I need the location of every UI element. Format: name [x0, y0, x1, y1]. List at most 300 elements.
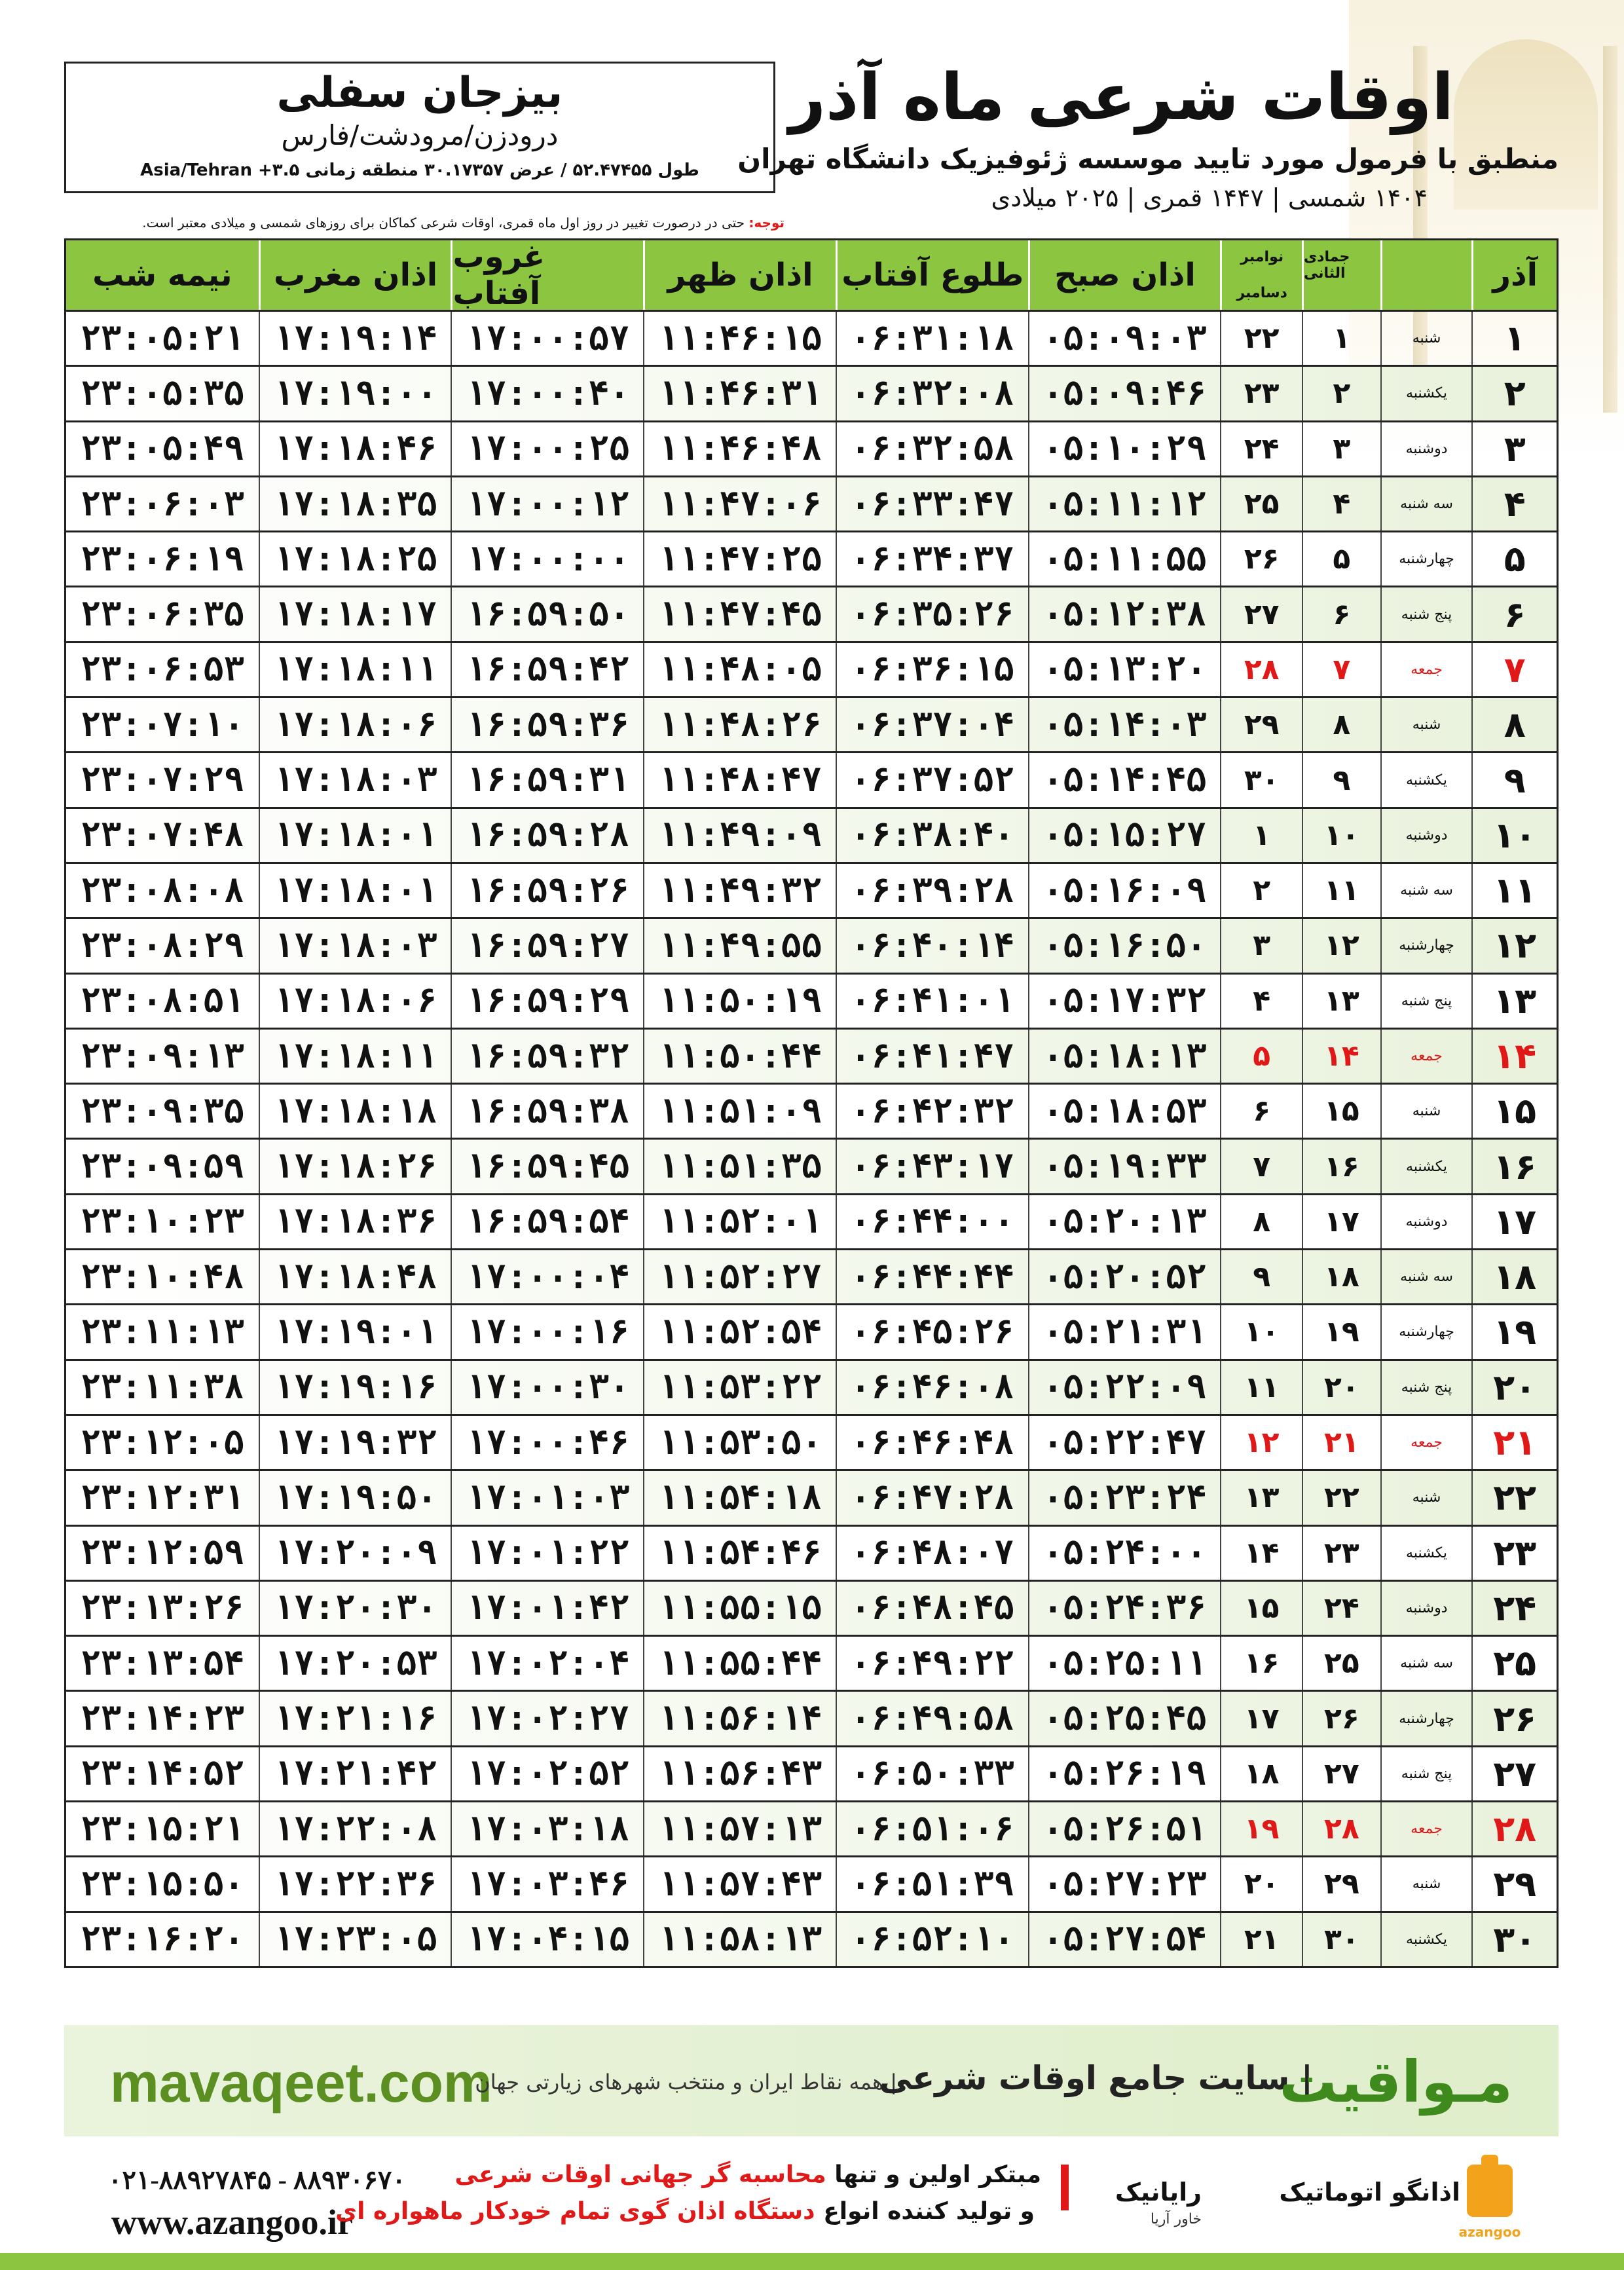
maghrib-cell: ۱۷:۱۸:۳۶ [259, 1195, 451, 1248]
brand-logo: مـواقیت [1279, 2048, 1513, 2115]
info2-highlight: دستگاه اذان گوی تمام خودکار ماهواره ای [335, 2198, 815, 2225]
sunset-cell: ۱۷:۰۰:۲۵ [451, 422, 643, 475]
sunset-cell: ۱۷:۰۴:۱۵ [451, 1913, 643, 1966]
greg-month1-label: نوامبر [1240, 249, 1284, 265]
table-row [64, 864, 1559, 919]
dhuhr-cell: ۱۱:۴۷:۰۶ [643, 477, 836, 530]
col-midnight: نیمه شب [92, 257, 232, 293]
maghrib-cell: ۱۷:۲۰:۵۳ [259, 1637, 451, 1690]
sunset-cell: ۱۶:۵۹:۴۵ [451, 1140, 643, 1193]
sunset-cell: ۱۷:۰۰:۳۰ [451, 1361, 643, 1414]
hijri-day-cell: ۱۶ [1302, 1140, 1380, 1193]
fajr-cell: ۰۵:۲۲:۰۹ [1028, 1361, 1221, 1414]
midnight-cell: ۲۳:۰۸:۰۸ [80, 870, 245, 910]
fajr-cell: ۰۵:۱۶:۰۹ [1028, 864, 1221, 917]
table-row [64, 1305, 1559, 1360]
maghrib-cell: ۱۷:۲۰:۰۹ [259, 1527, 451, 1580]
weekday-cell: دوشنبه [1380, 1582, 1472, 1635]
maghrib-cell: ۱۷:۱۸:۰۶ [259, 975, 451, 1028]
fajr-cell: ۰۵:۱۱:۱۲ [1028, 477, 1221, 530]
weekday-cell: سه شنبه [1380, 477, 1472, 530]
sunrise-cell: ۰۶:۴۶:۴۸ [836, 1416, 1028, 1469]
page-title: اوقات شرعی ماه آذر [788, 60, 1454, 135]
midnight-cell: ۲۳:۰۶:۱۹ [80, 539, 245, 579]
col-gregorian [1220, 240, 1302, 310]
sunset-cell: ۱۶:۵۹:۲۸ [451, 809, 643, 862]
day-cell: ۱۴ [1471, 1030, 1557, 1083]
col-fajr: اذان صبح [1028, 240, 1221, 310]
weekday-cell: یکشنبه [1380, 1140, 1472, 1193]
dhuhr-cell: ۱۱:۵۷:۴۳ [643, 1857, 836, 1910]
hijri-day-cell: ۳ [1302, 422, 1380, 475]
fajr-cell: ۰۵:۱۷:۳۲ [1028, 975, 1221, 1028]
dhuhr-cell: ۱۱:۵۱:۳۵ [643, 1140, 836, 1193]
hijri-day-cell: ۲۲ [1302, 1471, 1380, 1524]
hijri-day-cell: ۹ [1302, 753, 1380, 806]
midnight-cell: ۲۳:۰۵:۳۵ [80, 373, 245, 413]
maghrib-cell: ۱۷:۱۹:۱۶ [259, 1361, 451, 1414]
weekday-cell: شنبه [1380, 1471, 1472, 1524]
midnight-cell: ۲۳:۰۸:۲۹ [80, 925, 245, 965]
hijri-day-cell: ۲۵ [1302, 1637, 1380, 1690]
sunrise-cell: ۰۶:۴۸:۴۵ [836, 1582, 1028, 1635]
col-sunrise: طلوع آفتاب [836, 240, 1028, 310]
hijri-day-cell: ۱ [1302, 312, 1380, 365]
minaret-decoration [1603, 46, 1617, 413]
table-row [64, 1471, 1559, 1526]
gregorian-day-cell: ۱۳ [1220, 1471, 1302, 1524]
sunset-cell: ۱۶:۵۹:۲۷ [451, 919, 643, 972]
rayanik-logo-text: رایانیک [1115, 2178, 1202, 2206]
sunrise-cell: ۰۶:۳۲:۰۸ [836, 367, 1028, 420]
rayanik-logo [1061, 2158, 1205, 2230]
gregorian-day-cell: ۵ [1220, 1030, 1302, 1083]
day-cell: ۹ [1471, 753, 1557, 806]
day-cell: ۲۵ [1471, 1637, 1557, 1690]
note [142, 215, 784, 231]
gregorian-day-cell: ۲۸ [1220, 643, 1302, 696]
weekday-cell: سه شنبه [1380, 864, 1472, 917]
info2-text: و تولید کننده انواع [815, 2198, 1035, 2225]
weekday-cell: پنج شنبه [1380, 1747, 1472, 1800]
sunset-cell: ۱۷:۰۳:۴۶ [451, 1857, 643, 1910]
maghrib-cell: ۱۷:۱۸:۲۵ [259, 532, 451, 586]
fajr-cell: ۰۵:۲۳:۲۴ [1028, 1471, 1221, 1524]
table-row [64, 1637, 1559, 1692]
weekday-cell: پنج شنبه [1380, 1361, 1472, 1414]
midnight-cell: ۲۳:۱۳:۵۴ [80, 1643, 245, 1683]
day-cell: ۲۷ [1471, 1747, 1557, 1800]
midnight-cell: ۲۳:۰۷:۴۸ [80, 815, 245, 855]
fajr-cell: ۰۵:۲۴:۰۰ [1028, 1527, 1221, 1580]
dhuhr-cell: ۱۱:۵۳:۲۲ [643, 1361, 836, 1414]
dhuhr-cell: ۱۱:۴۶:۴۸ [643, 422, 836, 475]
weekday-cell: جمعه [1380, 643, 1472, 696]
weekday-cell: سه شنبه [1380, 1637, 1472, 1690]
hijri-day-cell: ۱۸ [1302, 1250, 1380, 1303]
fajr-cell: ۰۵:۱۱:۵۵ [1028, 532, 1221, 586]
midnight-cell: ۲۳:۱۰:۴۸ [80, 1257, 245, 1297]
city-name: بیزجان سفلی [276, 69, 563, 117]
hijri-day-cell: ۷ [1302, 643, 1380, 696]
table-row [64, 975, 1559, 1030]
day-cell: ۳ [1471, 422, 1557, 475]
dhuhr-cell: ۱۱:۵۶:۱۴ [643, 1692, 836, 1745]
col-sunset: غروب آفتاب [451, 240, 643, 310]
col-dhuhr: اذان ظهر [643, 240, 836, 310]
location-box [64, 62, 775, 193]
weekday-cell: جمعه [1380, 1802, 1472, 1855]
midnight-cell: ۲۳:۱۵:۲۱ [80, 1809, 245, 1849]
hijri-day-cell: ۲۷ [1302, 1747, 1380, 1800]
table-row [64, 698, 1559, 753]
sunset-cell: ۱۷:۰۲:۲۷ [451, 1692, 643, 1745]
sunset-cell: ۱۷:۰۰:۴۰ [451, 367, 643, 420]
weekday-cell: چهارشنبه [1380, 1305, 1472, 1358]
day-cell: ۱۶ [1471, 1140, 1557, 1193]
sunrise-cell: ۰۶:۳۵:۲۶ [836, 587, 1028, 641]
midnight-cell: ۲۳:۱۱:۳۸ [80, 1368, 245, 1407]
table-body [64, 312, 1559, 1968]
sunrise-cell: ۰۶:۳۳:۴۷ [836, 477, 1028, 530]
sunrise-cell: ۰۶:۳۸:۴۰ [836, 809, 1028, 862]
azangoo-logo-subtext: azangoo [1458, 2224, 1521, 2240]
gregorian-day-cell: ۸ [1220, 1195, 1302, 1248]
day-cell: ۸ [1471, 698, 1557, 751]
day-cell: ۷ [1471, 643, 1557, 696]
greg-month2-label: دسامبر [1236, 285, 1287, 301]
table-row [64, 1416, 1559, 1471]
hijri-day-cell: ۲۱ [1302, 1416, 1380, 1469]
sunrise-cell: ۰۶:۳۹:۲۸ [836, 864, 1028, 917]
fajr-cell: ۰۵:۱۸:۱۳ [1028, 1030, 1221, 1083]
sunrise-cell: ۰۶:۳۱:۱۸ [836, 312, 1028, 365]
maghrib-cell: ۱۷:۲۱:۴۲ [259, 1747, 451, 1800]
maghrib-cell: ۱۷:۱۹:۱۴ [259, 312, 451, 365]
fajr-cell: ۰۵:۱۵:۲۷ [1028, 809, 1221, 862]
sunset-cell: ۱۷:۰۱:۰۳ [451, 1471, 643, 1524]
hijri-day-cell: ۲۰ [1302, 1361, 1380, 1414]
sunset-cell: ۱۷:۰۰:۱۲ [451, 477, 643, 530]
midnight-cell: ۲۳:۰۹:۵۹ [80, 1147, 245, 1187]
midnight-cell: ۲۳:۰۹:۳۵ [80, 1091, 245, 1131]
day-cell: ۲۹ [1471, 1857, 1557, 1910]
sunset-cell: ۱۷:۰۰:۱۶ [451, 1305, 643, 1358]
sunrise-cell: ۰۶:۵۱:۰۶ [836, 1802, 1028, 1855]
maghrib-cell: ۱۷:۱۸:۱۱ [259, 643, 451, 696]
gregorian-day-cell: ۱۲ [1220, 1416, 1302, 1469]
gregorian-day-cell: ۶ [1220, 1085, 1302, 1138]
fajr-cell: ۰۵:۱۳:۲۰ [1028, 643, 1221, 696]
weekday-cell: شنبه [1380, 1857, 1472, 1910]
midnight-cell: ۲۳:۱۴:۵۲ [80, 1754, 245, 1794]
mosque-dome-decoration [1454, 39, 1598, 210]
day-cell: ۲۴ [1471, 1582, 1557, 1635]
midnight-cell: ۲۳:۱۲:۳۱ [80, 1478, 245, 1517]
table-row [64, 919, 1559, 974]
gregorian-day-cell: ۲۵ [1220, 477, 1302, 530]
table-row [64, 1030, 1559, 1085]
company-info-line2 [335, 2198, 1035, 2225]
sunset-cell: ۱۶:۵۹:۵۴ [451, 1195, 643, 1248]
midnight-cell: ۲۳:۰۵:۴۹ [80, 429, 245, 469]
dhuhr-cell: ۱۱:۵۴:۱۸ [643, 1471, 836, 1524]
table-row [64, 1802, 1559, 1857]
table-row [64, 587, 1559, 642]
dhuhr-cell: ۱۱:۴۹:۵۵ [643, 919, 836, 972]
gregorian-day-cell: ۱۷ [1220, 1692, 1302, 1745]
sunrise-cell: ۰۶:۴۴:۴۴ [836, 1250, 1028, 1303]
gregorian-day-cell: ۷ [1220, 1140, 1302, 1193]
dhuhr-cell: ۱۱:۵۲:۰۱ [643, 1195, 836, 1248]
fajr-cell: ۰۵:۲۷:۲۳ [1028, 1857, 1221, 1910]
table-row [64, 1250, 1559, 1305]
sunrise-cell: ۰۶:۴۰:۱۴ [836, 919, 1028, 972]
dhuhr-cell: ۱۱:۴۶:۱۵ [643, 312, 836, 365]
table-header [64, 238, 1559, 312]
sunset-cell: ۱۶:۵۹:۴۲ [451, 643, 643, 696]
dhuhr-cell: ۱۱:۵۱:۰۹ [643, 1085, 836, 1138]
maghrib-cell: ۱۷:۱۸:۴۸ [259, 1250, 451, 1303]
dhuhr-cell: ۱۱:۵۳:۵۰ [643, 1416, 836, 1469]
gregorian-day-cell: ۲۱ [1220, 1913, 1302, 1966]
hijri-day-cell: ۲۶ [1302, 1692, 1380, 1745]
table-row [64, 1913, 1559, 1968]
day-cell: ۲۶ [1471, 1692, 1557, 1745]
maghrib-cell: ۱۷:۲۲:۳۶ [259, 1857, 451, 1910]
fajr-cell: ۰۵:۱۴:۴۵ [1028, 753, 1221, 806]
gregorian-day-cell: ۱۱ [1220, 1361, 1302, 1414]
sunrise-cell: ۰۶:۴۹:۵۸ [836, 1692, 1028, 1745]
dhuhr-cell: ۱۱:۵۰:۱۹ [643, 975, 836, 1028]
maghrib-cell: ۱۷:۱۸:۰۱ [259, 809, 451, 862]
sunset-cell: ۱۶:۵۹:۳۲ [451, 1030, 643, 1083]
hijri-day-cell: ۱۱ [1302, 864, 1380, 917]
maghrib-cell: ۱۷:۱۸:۴۶ [259, 422, 451, 475]
maghrib-cell: ۱۷:۱۸:۱۷ [259, 587, 451, 641]
day-cell: ۱۰ [1471, 809, 1557, 862]
slogan: | سایت جامع اوقات شرعی [879, 2059, 1313, 2097]
fajr-cell: ۰۵:۲۴:۳۶ [1028, 1582, 1221, 1635]
weekday-cell: جمعه [1380, 1030, 1472, 1083]
maghrib-cell: ۱۷:۲۰:۳۰ [259, 1582, 451, 1635]
midnight-cell: ۲۳:۱۲:۰۵ [80, 1423, 245, 1462]
sunset-cell: ۱۶:۵۹:۲۹ [451, 975, 643, 1028]
maghrib-cell: ۱۷:۲۳:۰۵ [259, 1913, 451, 1966]
weekday-cell: چهارشنبه [1380, 1692, 1472, 1745]
fajr-cell: ۰۵:۰۹:۴۶ [1028, 367, 1221, 420]
coordinates: طول ۵۲.۴۷۴۵۵ / عرض ۳۰.۱۷۳۵۷ منطقه زمانی ۳.۵+ Asia/Tehran [140, 160, 699, 180]
midnight-cell: ۲۳:۰۶:۳۵ [80, 595, 245, 635]
fajr-cell: ۰۵:۱۰:۲۹ [1028, 422, 1221, 475]
table-row [64, 532, 1559, 587]
sunrise-cell: ۰۶:۴۴:۰۰ [836, 1195, 1028, 1248]
gregorian-day-cell: ۲۹ [1220, 698, 1302, 751]
sunrise-cell: ۰۶:۳۷:۵۲ [836, 753, 1028, 806]
dhuhr-cell: ۱۱:۴۶:۳۱ [643, 367, 836, 420]
sunrise-cell: ۰۶:۴۸:۰۷ [836, 1527, 1028, 1580]
dhuhr-cell: ۱۱:۵۵:۴۴ [643, 1637, 836, 1690]
sunrise-cell: ۰۶:۴۲:۳۲ [836, 1085, 1028, 1138]
col-maghrib: اذان مغرب [259, 240, 451, 310]
bottom-bar [0, 2253, 1624, 2270]
table-row [64, 753, 1559, 808]
gregorian-day-cell: ۳ [1220, 919, 1302, 972]
dhuhr-cell: ۱۱:۴۸:۰۵ [643, 643, 836, 696]
gregorian-day-cell: ۱۰ [1220, 1305, 1302, 1358]
gregorian-day-cell: ۱ [1220, 809, 1302, 862]
midnight-cell: ۲۳:۱۳:۲۶ [80, 1588, 245, 1628]
footer-banner [64, 2025, 1559, 2136]
sunrise-cell: ۰۶:۴۳:۱۷ [836, 1140, 1028, 1193]
weekday-cell: چهارشنبه [1380, 919, 1472, 972]
weekday-cell: یکشنبه [1380, 753, 1472, 806]
sunset-cell: ۱۷:۰۱:۴۲ [451, 1582, 643, 1635]
sunrise-cell: ۰۶:۳۴:۳۷ [836, 532, 1028, 586]
table-row [64, 1582, 1559, 1637]
gregorian-day-cell: ۱۸ [1220, 1747, 1302, 1800]
dhuhr-cell: ۱۱:۴۹:۳۲ [643, 864, 836, 917]
table-row [64, 1195, 1559, 1250]
maghrib-cell: ۱۷:۱۸:۰۳ [259, 919, 451, 972]
hijri-day-cell: ۲۸ [1302, 1802, 1380, 1855]
fajr-cell: ۰۵:۱۲:۳۸ [1028, 587, 1221, 641]
hijri-day-cell: ۱۷ [1302, 1195, 1380, 1248]
midnight-cell: ۲۳:۱۵:۵۰ [80, 1864, 245, 1904]
fajr-cell: ۰۵:۲۱:۳۱ [1028, 1305, 1221, 1358]
sunrise-cell: ۰۶:۴۷:۲۸ [836, 1471, 1028, 1524]
dhuhr-cell: ۱۱:۵۶:۴۳ [643, 1747, 836, 1800]
sunset-cell: ۱۷:۰۲:۰۴ [451, 1637, 643, 1690]
col-day: آذر [1471, 240, 1557, 310]
table-row [64, 312, 1559, 367]
table-row [64, 1747, 1559, 1802]
table-row [64, 643, 1559, 698]
table-row [64, 1361, 1559, 1416]
gregorian-day-cell: ۲۶ [1220, 532, 1302, 586]
gregorian-day-cell: ۲۳ [1220, 367, 1302, 420]
gregorian-day-cell: ۲۰ [1220, 1857, 1302, 1910]
midnight-cell: ۲۳:۱۰:۲۳ [80, 1202, 245, 1242]
hijri-day-cell: ۱۵ [1302, 1085, 1380, 1138]
sunset-cell: ۱۶:۵۹:۳۶ [451, 698, 643, 751]
weekday-cell: یکشنبه [1380, 1527, 1472, 1580]
hijri-day-cell: ۱۲ [1302, 919, 1380, 972]
weekday-cell: شنبه [1380, 1085, 1472, 1138]
fajr-cell: ۰۵:۱۸:۵۳ [1028, 1085, 1221, 1138]
hijri-day-cell: ۱۴ [1302, 1030, 1380, 1083]
company-info-line1 [455, 2161, 1041, 2188]
sunrise-cell: ۰۶:۴۱:۰۱ [836, 975, 1028, 1028]
sunrise-cell: ۰۶:۴۶:۰۸ [836, 1361, 1028, 1414]
weekday-cell: چهارشنبه [1380, 532, 1472, 586]
weekday-cell: جمعه [1380, 1416, 1472, 1469]
sunset-cell: ۱۶:۵۹:۵۰ [451, 587, 643, 641]
table-row [64, 1857, 1559, 1912]
weekday-cell: دوشنبه [1380, 422, 1472, 475]
day-cell: ۱ [1471, 312, 1557, 365]
sunset-cell: ۱۶:۵۹:۲۶ [451, 864, 643, 917]
maghrib-cell: ۱۷:۱۹:۰۰ [259, 367, 451, 420]
dhuhr-cell: ۱۱:۴۷:۴۵ [643, 587, 836, 641]
col-hijri [1302, 240, 1380, 310]
dhuhr-cell: ۱۱:۵۷:۱۳ [643, 1802, 836, 1855]
sunset-cell: ۱۷:۰۱:۲۲ [451, 1527, 643, 1580]
sunrise-cell: ۰۶:۵۲:۱۰ [836, 1913, 1028, 1966]
dhuhr-cell: ۱۱:۴۹:۰۹ [643, 809, 836, 862]
midnight-cell: ۲۳:۰۷:۱۰ [80, 705, 245, 745]
day-cell: ۱۸ [1471, 1250, 1557, 1303]
weekday-cell: پنج شنبه [1380, 587, 1472, 641]
day-cell: ۲ [1471, 367, 1557, 420]
hijri-day-cell: ۲۹ [1302, 1857, 1380, 1910]
sunrise-cell: ۰۶:۳۶:۱۵ [836, 643, 1028, 696]
maghrib-cell: ۱۷:۱۸:۰۳ [259, 753, 451, 806]
gregorian-day-cell: ۲۲ [1220, 312, 1302, 365]
sunrise-cell: ۰۶:۳۷:۰۴ [836, 698, 1028, 751]
fajr-cell: ۰۵:۲۶:۱۹ [1028, 1747, 1221, 1800]
dhuhr-cell: ۱۱:۵۸:۱۳ [643, 1913, 836, 1966]
phone-number: ۰۲۱-۸۸۹۲۷۸۴۵ - ۸۸۹۳۰۶۷۰ [108, 2165, 406, 2195]
sunset-cell: ۱۷:۰۳:۱۸ [451, 1802, 643, 1855]
sunset-cell: ۱۷:۰۰:۴۶ [451, 1416, 643, 1469]
gregorian-day-cell: ۱۹ [1220, 1802, 1302, 1855]
sunrise-cell: ۰۶:۴۱:۴۷ [836, 1030, 1028, 1083]
fajr-cell: ۰۵:۲۰:۱۳ [1028, 1195, 1221, 1248]
sunrise-cell: ۰۶:۳۲:۵۸ [836, 422, 1028, 475]
table-row [64, 367, 1559, 422]
maghrib-cell: ۱۷:۱۹:۳۲ [259, 1416, 451, 1469]
gregorian-day-cell: ۱۶ [1220, 1637, 1302, 1690]
midnight-cell: ۲۳:۱۴:۲۳ [80, 1699, 245, 1739]
day-cell: ۲۸ [1471, 1802, 1557, 1855]
gregorian-day-cell: ۱۴ [1220, 1527, 1302, 1580]
region-name: درودزن/مرودشت/فارس [281, 119, 559, 151]
sunrise-cell: ۰۶:۴۹:۲۲ [836, 1637, 1028, 1690]
fajr-cell: ۰۵:۲۲:۴۷ [1028, 1416, 1221, 1469]
website-link[interactable]: www.azangoo.ir [111, 2203, 353, 2242]
fajr-cell: ۰۵:۰۹:۰۳ [1028, 312, 1221, 365]
dhuhr-cell: ۱۱:۵۲:۲۷ [643, 1250, 836, 1303]
maghrib-cell: ۱۷:۱۸:۱۸ [259, 1085, 451, 1138]
day-cell: ۲۳ [1471, 1527, 1557, 1580]
sunset-cell: ۱۷:۰۲:۵۲ [451, 1747, 643, 1800]
dhuhr-cell: ۱۱:۴۸:۴۷ [643, 753, 836, 806]
dhuhr-cell: ۱۱:۴۷:۲۵ [643, 532, 836, 586]
day-cell: ۵ [1471, 532, 1557, 586]
fajr-cell: ۰۵:۲۶:۵۱ [1028, 1802, 1221, 1855]
gregorian-day-cell: ۲ [1220, 864, 1302, 917]
midnight-cell: ۲۳:۰۹:۱۳ [80, 1036, 245, 1076]
hijri-day-cell: ۳۰ [1302, 1913, 1380, 1966]
fajr-cell: ۰۵:۱۹:۳۳ [1028, 1140, 1221, 1193]
site-url[interactable]: mavaqeet.com [110, 2052, 492, 2113]
info1-highlight: محاسبه گر جهانی اوقات شرعی [454, 2161, 826, 2188]
fajr-cell: ۰۵:۲۰:۵۲ [1028, 1250, 1221, 1303]
prayer-times-table [64, 238, 1559, 1968]
sunset-cell: ۱۶:۵۹:۳۸ [451, 1085, 643, 1138]
hijri-day-cell: ۸ [1302, 698, 1380, 751]
sunrise-cell: ۰۶:۴۵:۲۶ [836, 1305, 1028, 1358]
weekday-cell: دوشنبه [1380, 1195, 1472, 1248]
midnight-cell: ۲۳:۱۱:۱۳ [80, 1312, 245, 1352]
table-row [64, 1692, 1559, 1747]
day-cell: ۲۰ [1471, 1361, 1557, 1414]
dhuhr-cell: ۱۱:۴۸:۲۶ [643, 698, 836, 751]
weekday-cell: پنج شنبه [1380, 975, 1472, 1028]
day-cell: ۴ [1471, 477, 1557, 530]
maghrib-cell: ۱۷:۱۸:۱۱ [259, 1030, 451, 1083]
